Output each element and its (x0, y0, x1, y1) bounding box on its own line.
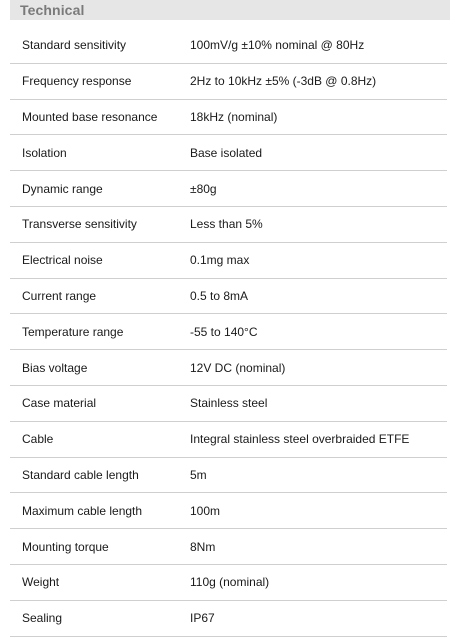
spec-row-case-material (10, 386, 447, 422)
spec-value: 5m (190, 467, 207, 482)
spec-value: Base isolated (190, 145, 263, 160)
spec-value: 100mV/g ±10% nominal @ 80Hz (190, 38, 365, 53)
spec-label: Standard sensitivity (22, 38, 127, 53)
spec-value: 18kHz (nominal) (190, 109, 278, 124)
spec-row-bias-voltage (10, 350, 447, 386)
spec-value: Stainless steel (190, 396, 268, 411)
section-header (10, 0, 450, 20)
spec-value: Less than 5% (190, 217, 263, 232)
spec-value: 12V DC (nominal) (190, 360, 286, 375)
spec-label: Standard cable length (22, 467, 139, 482)
spec-row-cable (10, 422, 447, 458)
spec-value: -55 to 140°C (190, 324, 258, 339)
spec-table (10, 28, 447, 637)
spec-label: Current range (22, 288, 97, 303)
spec-label: Isolation (22, 145, 67, 160)
spec-value: 0.1mg max (190, 253, 250, 268)
spec-label: Weight (22, 575, 60, 590)
spec-row-frequency-response (10, 64, 447, 100)
spec-row-temperature-range (10, 314, 447, 350)
spec-row-isolation (10, 135, 447, 171)
spec-label: Cable (22, 432, 54, 447)
spec-label: Case material (22, 396, 97, 411)
spec-label: Electrical noise (22, 253, 103, 268)
spec-label: Mounting torque (22, 539, 109, 554)
spec-row-mounting-torque (10, 529, 447, 565)
spec-row-standard-cable-length (10, 458, 447, 494)
spec-value: 2Hz to 10kHz ±5% (-3dB @ 0.8Hz) (190, 74, 377, 89)
spec-label: Sealing (22, 611, 63, 626)
spec-label: Temperature range (22, 324, 124, 339)
spec-row-current-range (10, 279, 447, 315)
spec-row-transverse-sensitivity (10, 207, 447, 243)
spec-value: IP67 (190, 611, 215, 626)
spec-value: ±80g (190, 181, 217, 196)
spec-label: Mounted base resonance (22, 109, 158, 124)
spec-row-mounted-base-resonance (10, 100, 447, 136)
spec-value: Integral stainless steel overbraided ETFE (190, 432, 410, 447)
spec-value: 8Nm (190, 539, 216, 554)
spec-value: 100m (190, 503, 221, 518)
spec-row-electrical-noise (10, 243, 447, 279)
section-title: Technical (20, 2, 85, 18)
spec-row-maximum-cable-length (10, 493, 447, 529)
spec-row-standard-sensitivity (10, 28, 447, 64)
spec-label: Maximum cable length (22, 503, 143, 518)
spec-row-sealing (10, 601, 447, 637)
spec-row-dynamic-range (10, 171, 447, 207)
spec-label: Dynamic range (22, 181, 103, 196)
spec-value: 0.5 to 8mA (190, 288, 249, 303)
spec-row-weight (10, 565, 447, 601)
spec-label: Bias voltage (22, 360, 88, 375)
spec-value: 110g (nominal) (190, 575, 270, 590)
spec-label: Frequency response (22, 74, 132, 89)
spec-label: Transverse sensitivity (22, 217, 137, 232)
